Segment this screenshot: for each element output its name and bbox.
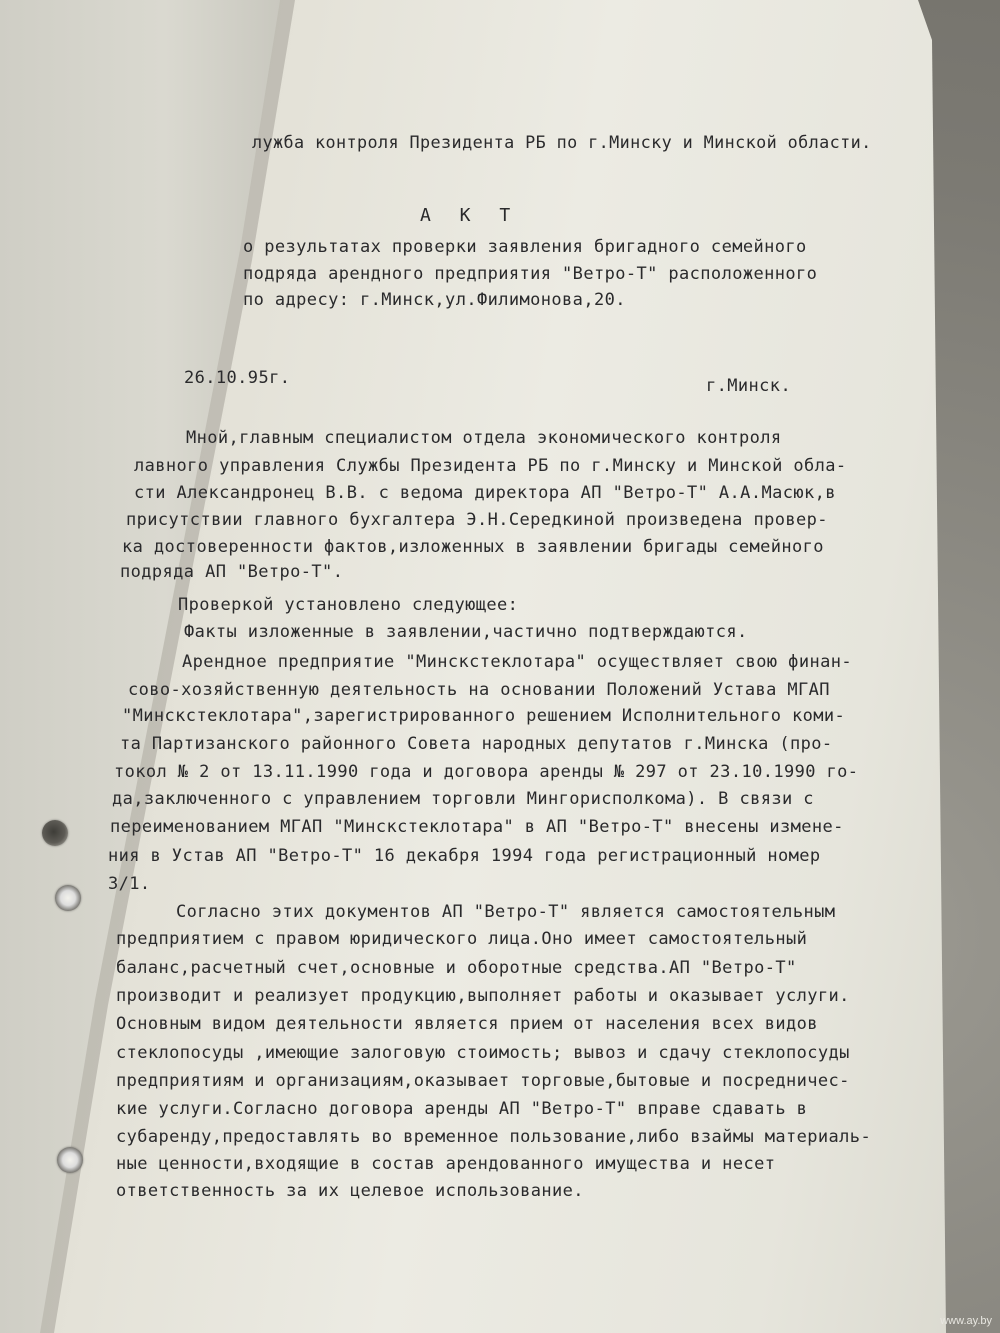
subtitle-line: по адресу: г.Минск,ул.Филимонова,20. bbox=[243, 290, 626, 310]
paragraph-line: предприятием с правом юридического лица.Оно имеет самостоятельный bbox=[116, 929, 808, 949]
paragraph-line: та Партизанского районного Совета народных депутатов г.Минска (про- bbox=[120, 734, 833, 754]
paragraph-line: сти Александронец В.В. с ведома директора АП "Ветро-Т" А.А.Масюк,в bbox=[134, 483, 836, 503]
paragraph-line: ка достоверенности фактов,изложенных в заявлении бригады семейного bbox=[122, 537, 824, 557]
subtitle-line: о результатах проверки заявления бригадного семейного bbox=[243, 237, 807, 257]
statement-line: Факты изложенные в заявлении,частично подтверждаются. bbox=[184, 622, 748, 642]
paragraph-line: лавного управления Службы Президента РБ по г.Минску и Минской обла- bbox=[134, 456, 847, 476]
subtitle-line: подряда арендного предприятия "Ветро-Т" расположенного bbox=[243, 264, 818, 284]
statement-line: Проверкой установлено следующее: bbox=[178, 595, 519, 615]
document-title: А К Т bbox=[420, 205, 520, 226]
paragraph-line: "Минскстеклотара",зарегистрированного решением Исполнительного коми- bbox=[122, 706, 846, 726]
paragraph-line: переименованием МГАП "Минскстеклотара" в АП "Ветро-Т" внесены измене- bbox=[110, 817, 844, 837]
paragraph-line: подряда АП "Ветро-Т". bbox=[120, 562, 344, 582]
paragraph-line: да,заключенного с управлением торговли Мингорисполкома). В связи с bbox=[112, 789, 814, 809]
paragraph-line: предприятиям и организациям,оказывает торговые,бытовые и посредничес- bbox=[116, 1071, 850, 1091]
paragraph-line: Основным видом деятельности является прием от населения всех видов bbox=[116, 1014, 818, 1034]
paragraph-line: стеклопосуды ,имеющие залоговую стоимость; вывоз и сдачу стеклопосуды bbox=[116, 1043, 850, 1063]
document-header: лужба контроля Президента РБ по г.Минску и Минской области. bbox=[252, 132, 872, 152]
site-watermark: www.ay.by bbox=[940, 1315, 992, 1327]
paragraph-line: ответственность за их целевое использование. bbox=[116, 1181, 584, 1201]
paragraph-line: Согласно этих документов АП "Ветро-Т" является самостоятельным bbox=[176, 902, 836, 922]
paragraph-line: Мной,главным специалистом отдела экономического контроля bbox=[186, 428, 782, 448]
paragraph-line: ния в Устав АП "Ветро-Т" 16 декабря 1994 года регистрационный номер bbox=[108, 846, 821, 866]
paragraph-line: Арендное предприятие "Минскстеклотара" осуществляет свою финан- bbox=[182, 652, 852, 672]
paragraph-line: субаренду,предоставлять во временное пользование,либо взаймы материаль- bbox=[116, 1127, 872, 1147]
paragraph-line: токол № 2 от 13.11.1990 года и договора аренды № 297 от 23.10.1990 го- bbox=[114, 762, 859, 782]
paragraph-line: присутствии главного бухгалтера Э.Н.Середкиной произведена провер- bbox=[126, 510, 828, 530]
paragraph-line: ные ценности,входящие в состав арендованного имущества и несет bbox=[116, 1154, 776, 1174]
paragraph-line: баланс,расчетный счет,основные и оборотные средства.АП "Ветро-Т" bbox=[116, 958, 797, 978]
punch-hole bbox=[55, 885, 81, 911]
punch-hole bbox=[57, 1147, 83, 1173]
paragraph-line: сово-хозяйственную деятельность на основании Положений Устава МГАП bbox=[128, 680, 830, 700]
paragraph-line: кие услуги.Согласно договора аренды АП "Ветро-Т" вправе сдавать в bbox=[116, 1099, 808, 1119]
paragraph-line: 3/1. bbox=[108, 874, 151, 894]
document-place: г.Минск. bbox=[706, 376, 792, 396]
document-date: 26.10.95г. bbox=[184, 368, 291, 388]
punch-hole bbox=[42, 820, 68, 846]
paragraph-line: производит и реализует продукцию,выполняет работы и оказывает услуги. bbox=[116, 986, 850, 1006]
